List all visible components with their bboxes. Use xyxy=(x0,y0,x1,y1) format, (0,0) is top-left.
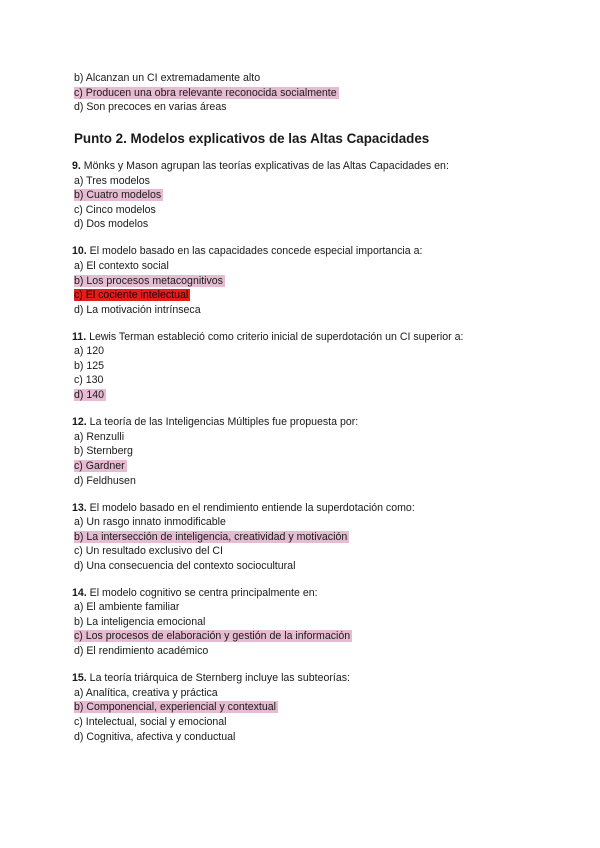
option-line xyxy=(74,516,226,529)
option-line xyxy=(74,630,352,643)
question-text: El modelo basado en el rendimiento entiende la superdotación como: xyxy=(86,502,415,514)
option-text-highlighted: c) Producen una obra relevante reconocida socialmente xyxy=(74,87,337,99)
option-line xyxy=(74,601,179,614)
option-line xyxy=(74,389,106,402)
option-text: c) 130 xyxy=(74,374,104,386)
option-line xyxy=(74,218,148,231)
option-text-highlighted: b) Los procesos metacognitivos xyxy=(74,275,223,287)
question-line xyxy=(72,160,449,173)
option-line xyxy=(74,204,156,217)
option-text: d) El rendimiento académico xyxy=(74,645,209,657)
question-number: 12. xyxy=(72,416,87,428)
option-line xyxy=(74,445,133,458)
option-line xyxy=(74,175,150,188)
question-line xyxy=(72,416,358,429)
option-line xyxy=(74,731,235,744)
option-text: b) Alcanzan un CI extremadamente alto xyxy=(74,72,261,84)
option-text-highlighted: b) La intersección de inteligencia, creatividad y motivación xyxy=(74,531,348,543)
option-line xyxy=(74,475,136,488)
option-text: b) La inteligencia emocional xyxy=(74,616,206,628)
option-line xyxy=(74,645,208,658)
option-text: d) Una consecuencia del contexto sociocultural xyxy=(74,560,296,572)
option-text: b) 125 xyxy=(74,360,105,372)
question-text: El modelo basado en las capacidades concede especial importancia a: xyxy=(86,245,423,257)
question-number: 15. xyxy=(72,672,87,684)
option-line xyxy=(74,560,295,573)
option-text: a) El ambiente familiar xyxy=(74,601,180,613)
option-text-highlighted: c) Gardner xyxy=(74,460,125,472)
option-line xyxy=(74,616,205,629)
question-number: 9. xyxy=(72,160,81,172)
question-line xyxy=(72,672,350,685)
option-text: a) Un rasgo innato inmodificable xyxy=(74,516,226,528)
option-line xyxy=(74,189,163,202)
option-text-highlighted-red: c) El cociente intelectual xyxy=(74,289,189,301)
question-text: Mönks y Mason agrupan las teorías explicativas de las Altas Capacidades en: xyxy=(80,160,449,172)
question-number: 11. xyxy=(72,331,87,343)
option-line xyxy=(74,289,190,302)
option-line xyxy=(74,260,169,273)
option-text: c) Intelectual, social y emocional xyxy=(74,716,227,728)
option-line xyxy=(74,87,339,100)
option-text: d) Dos modelos xyxy=(74,218,149,230)
option-text: d) Feldhusen xyxy=(74,475,136,487)
question-line xyxy=(72,502,415,515)
option-text-highlighted: c) Los procesos de elaboración y gestión de la información xyxy=(74,630,351,642)
question-number: 10. xyxy=(72,245,87,257)
question-line xyxy=(72,331,463,344)
option-line xyxy=(74,687,218,700)
option-line xyxy=(74,304,201,317)
option-text: a) Renzulli xyxy=(74,431,125,443)
option-line xyxy=(74,345,104,358)
question-number: 13. xyxy=(72,502,87,514)
option-line xyxy=(74,72,260,85)
option-text: b) Sternberg xyxy=(74,445,133,457)
option-text: d) Son precoces en varias áreas xyxy=(74,101,227,113)
option-line xyxy=(74,716,227,729)
option-line xyxy=(74,374,103,387)
question-text: La teoría de las Inteligencias Múltiples fue propuesta por: xyxy=(86,416,359,428)
option-text: a) El contexto social xyxy=(74,260,169,272)
option-text: d) La motivación intrínseca xyxy=(74,304,201,316)
option-text: a) Analítica, creativa y práctica xyxy=(74,687,218,699)
option-line xyxy=(74,101,227,114)
question-line xyxy=(72,587,318,600)
option-line xyxy=(74,701,278,714)
option-text: c) Un resultado exclusivo del CI xyxy=(74,545,223,557)
option-line xyxy=(74,360,104,373)
section-heading: Punto 2. Modelos explicativos de las Altas Capacidades xyxy=(74,131,430,146)
option-text: a) Tres modelos xyxy=(74,175,150,187)
option-line xyxy=(74,431,124,444)
question-text: El modelo cognitivo se centra principalmente en: xyxy=(86,587,318,599)
question-line xyxy=(72,245,422,258)
option-text-highlighted: b) Componencial, experiencial y contextual xyxy=(74,701,276,713)
option-line xyxy=(74,545,223,558)
option-line xyxy=(74,531,349,544)
question-text: Lewis Terman estableció como criterio inicial de superdotación un CI superior a: xyxy=(86,331,464,343)
option-text: a) 120 xyxy=(74,345,105,357)
option-line xyxy=(74,275,225,288)
option-text: c) Cinco modelos xyxy=(74,204,156,216)
option-text-highlighted: b) Cuatro modelos xyxy=(74,189,162,201)
question-text: La teoría triárquica de Sternberg incluye las subteorías: xyxy=(86,672,350,684)
option-line xyxy=(74,460,127,473)
question-number: 14. xyxy=(72,587,87,599)
option-text-highlighted: d) 140 xyxy=(74,389,105,401)
option-text: d) Cognitiva, afectiva y conductual xyxy=(74,731,236,743)
